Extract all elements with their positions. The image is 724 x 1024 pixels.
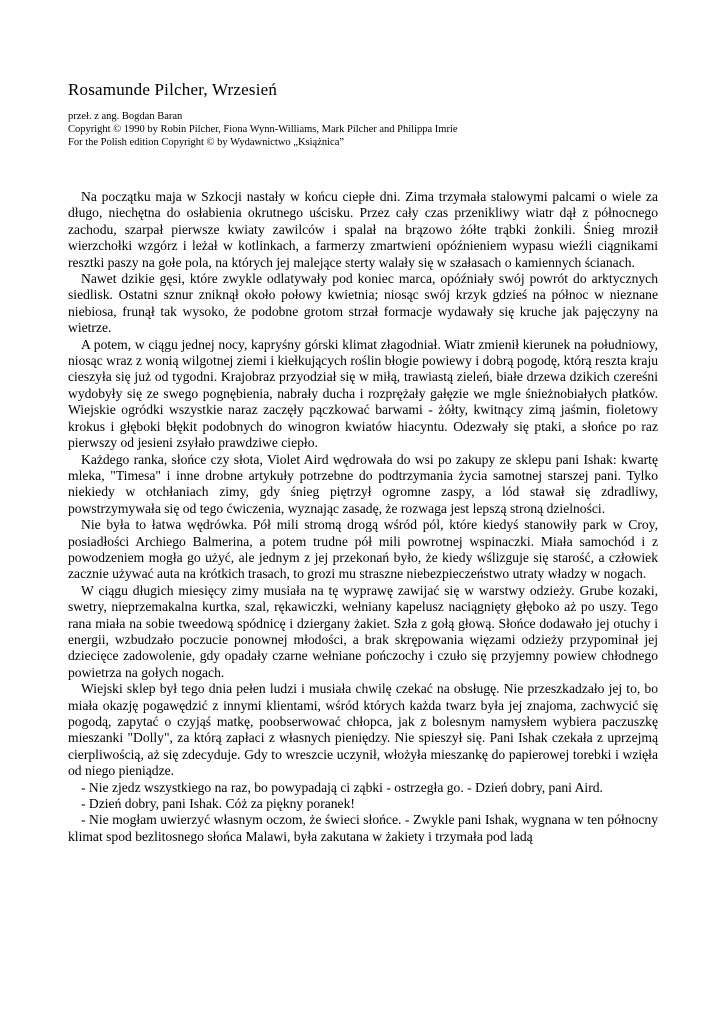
dialogue-line-1: - Nie zjedz wszystkiego na raz, bo powypadają ci ząbki - ostrzegła go. - Dzień dobry, pani Aird. <box>81 779 603 795</box>
paragraph-1: Na początku maja w Szkocji nastały w końcu ciepłe dni. Zima trzymała stalowymi palcami o wiele za długo, niechętna do osłabienia okrutnego uścisku. Przez cały czas przenikliwy wiatr dął z północnego zachodu, szarpał pierwsze kwiaty zawilców i spalał na brązowo żółte trąbki żonkili. Śnieg mroził wierzchołki wzgórz i leżał w kotlinkach, a farmerzy zmartwieni opóźnieniem wypasu wieźli ciągnikami resztki paszy na gołe pola, na których jej malejące sterty walały się w szałasach o kamiennych ścianach. <box>68 189 658 270</box>
paragraph-4: Każdego ranka, słońce czy słota, Violet Aird wędrowała do wsi po zakupy ze sklepu pani Ishak: kwartę mleka, "Timesa" i inne drobne artykuły potrzebne do podtrzymania życia samotnej starszej pani. Tylko niekiedy w otchłaniach zimy, gdy śnieg piętrzył ogromne zaspy, a lód stawał się zdradliwy, powstrzymywała się od tego ćwiczenia, wyznając zasadę, że rozwaga jest lepszą stroną dzielności. <box>68 451 658 516</box>
paragraph-5: Nie była to łatwa wędrówka. Pół mili stromą drogą wśród pól, które kiedyś stanowiły park w Croy, posiadłości Archiego Balmerina, a potem trudne pół mili powrotnej wspinaczki. Miała samochód i z powodzeniem mogła go użyć, ale jednym z jej przekonań było, że kiedy wślizguje się starość, a człowiek zacznie używać auta na krótkich trasach, to grozi mu straszne niebezpieczeństwo utraty władzy w nogach. <box>68 517 658 582</box>
credit-line-translator: przeł. z ang. Bogdan Baran <box>68 111 183 122</box>
credit-line-copyright: Copyright © 1990 by Robin Pilcher, Fiona Wynn-Williams, Mark Pilcher and Philippa Imrie <box>68 124 458 135</box>
dialogue-line-2: - Dzień dobry, pani Ishak. Cóż za piękny poranek! <box>81 796 355 812</box>
dialogue-line-3: - Nie mogłam uwierzyć własnym oczom, że świeci słońce. - Zwykle pani Ishak, wygnana w ten północny klimat spod bezlitosnego słońca Malawi, była zakutana w żakiety i trzymała pod ladą <box>68 812 658 844</box>
body-text <box>68 189 658 845</box>
credits-block <box>68 110 658 149</box>
paragraph-2: Nawet dzikie gęsi, które zwykle odlatywały pod koniec marca, opóźniały swój powrót do arktycznych siedlisk. Ostatni sznur zniknął około połowy kwietnia; niosąc swój krzyk gdzieś na północ w nieznane niebiosa, frunął tak wysoko, że podobne grotom strzał formacje wydawały się kruche jak pajęczyny na wietrze. <box>68 271 658 336</box>
page-title: Rosamunde Pilcher, Wrzesień <box>68 80 278 99</box>
paragraph-3: A potem, w ciągu jednej nocy, kapryśny górski klimat złagodniał. Wiatr zmienił kierunek na południowy, niosąc wraz z wonią wilgotnej ziemi i kiełkujących roślin błogie powiewy i dobrą pogodę, którą reszta kraju cieszyła się już od tygodni. Krajobraz przyodział się w miłą, trawiastą zieleń, białe drzewa dzikich czereśni wydobyły się ze swego pognębienia, nabrały ducha i rozprężały gałęzie we mgle śnieżnobiałych płatków. Wiejskie ogródki wszystkie naraz zaczęły pączkować barwami - żółty, kwitnący zimą jaśmin, fioletowy krokus i głęboki błękit podobnych do winogron kwiatów hiacyntu. Odezwały się ptaki, a słońce po raz pierwszy od jesieni zsyłało prawdziwe ciepło. <box>68 336 659 451</box>
paragraph-6: W ciągu długich miesięcy zimy musiała na tę wyprawę zawijać się w warstwy odzieży. Grube kozaki, swetry, nieprzemakalna kurtka, szal, rękawiczki, wełniany kapelusz naciągnięty głęboko aż po uszy. Tego rana miała na sobie tweedową spódnicę i dziergany żakiet. Szła z gołą głową. Słońce dodawało jej otuchy i energii, wzbudzało poczucie ponownej młodości, a brak skrępowania więzami odzieży przypominał jej dziecięce zadowolenie, gdy opadały czarne wełniane pończochy i czuło się przyjemny powiew chłodnego powietrza na gołych nogach. <box>68 582 658 680</box>
credit-line-polish-edition: For the Polish edition Copyright © by Wydawnictwo „Książnica” <box>68 137 345 148</box>
paragraph-7: Wiejski sklep był tego dnia pełen ludzi i musiała chwilę czekać na obsługę. Nie przeszkadzało jej to, bo miała okazję pogawędzić z innymi klientami, wśród których każda twarz była jej znajoma, zachwycić się pogodą, zapytać o czyjąś matkę, poobserwować chłopca, jak z bolesnym namysłem wybiera paczuszkę mieszanki "Dolly", za którą zapłaci z własnych pieniędzy. Nie spieszył się. Pani Ishak czekała z uprzejmą cierpliwością, aż się zdecyduje. Gdy to wreszcie uczynił, włożyła mieszankę do papierowej torebki i wzięła od niego pieniądze. <box>68 681 658 779</box>
